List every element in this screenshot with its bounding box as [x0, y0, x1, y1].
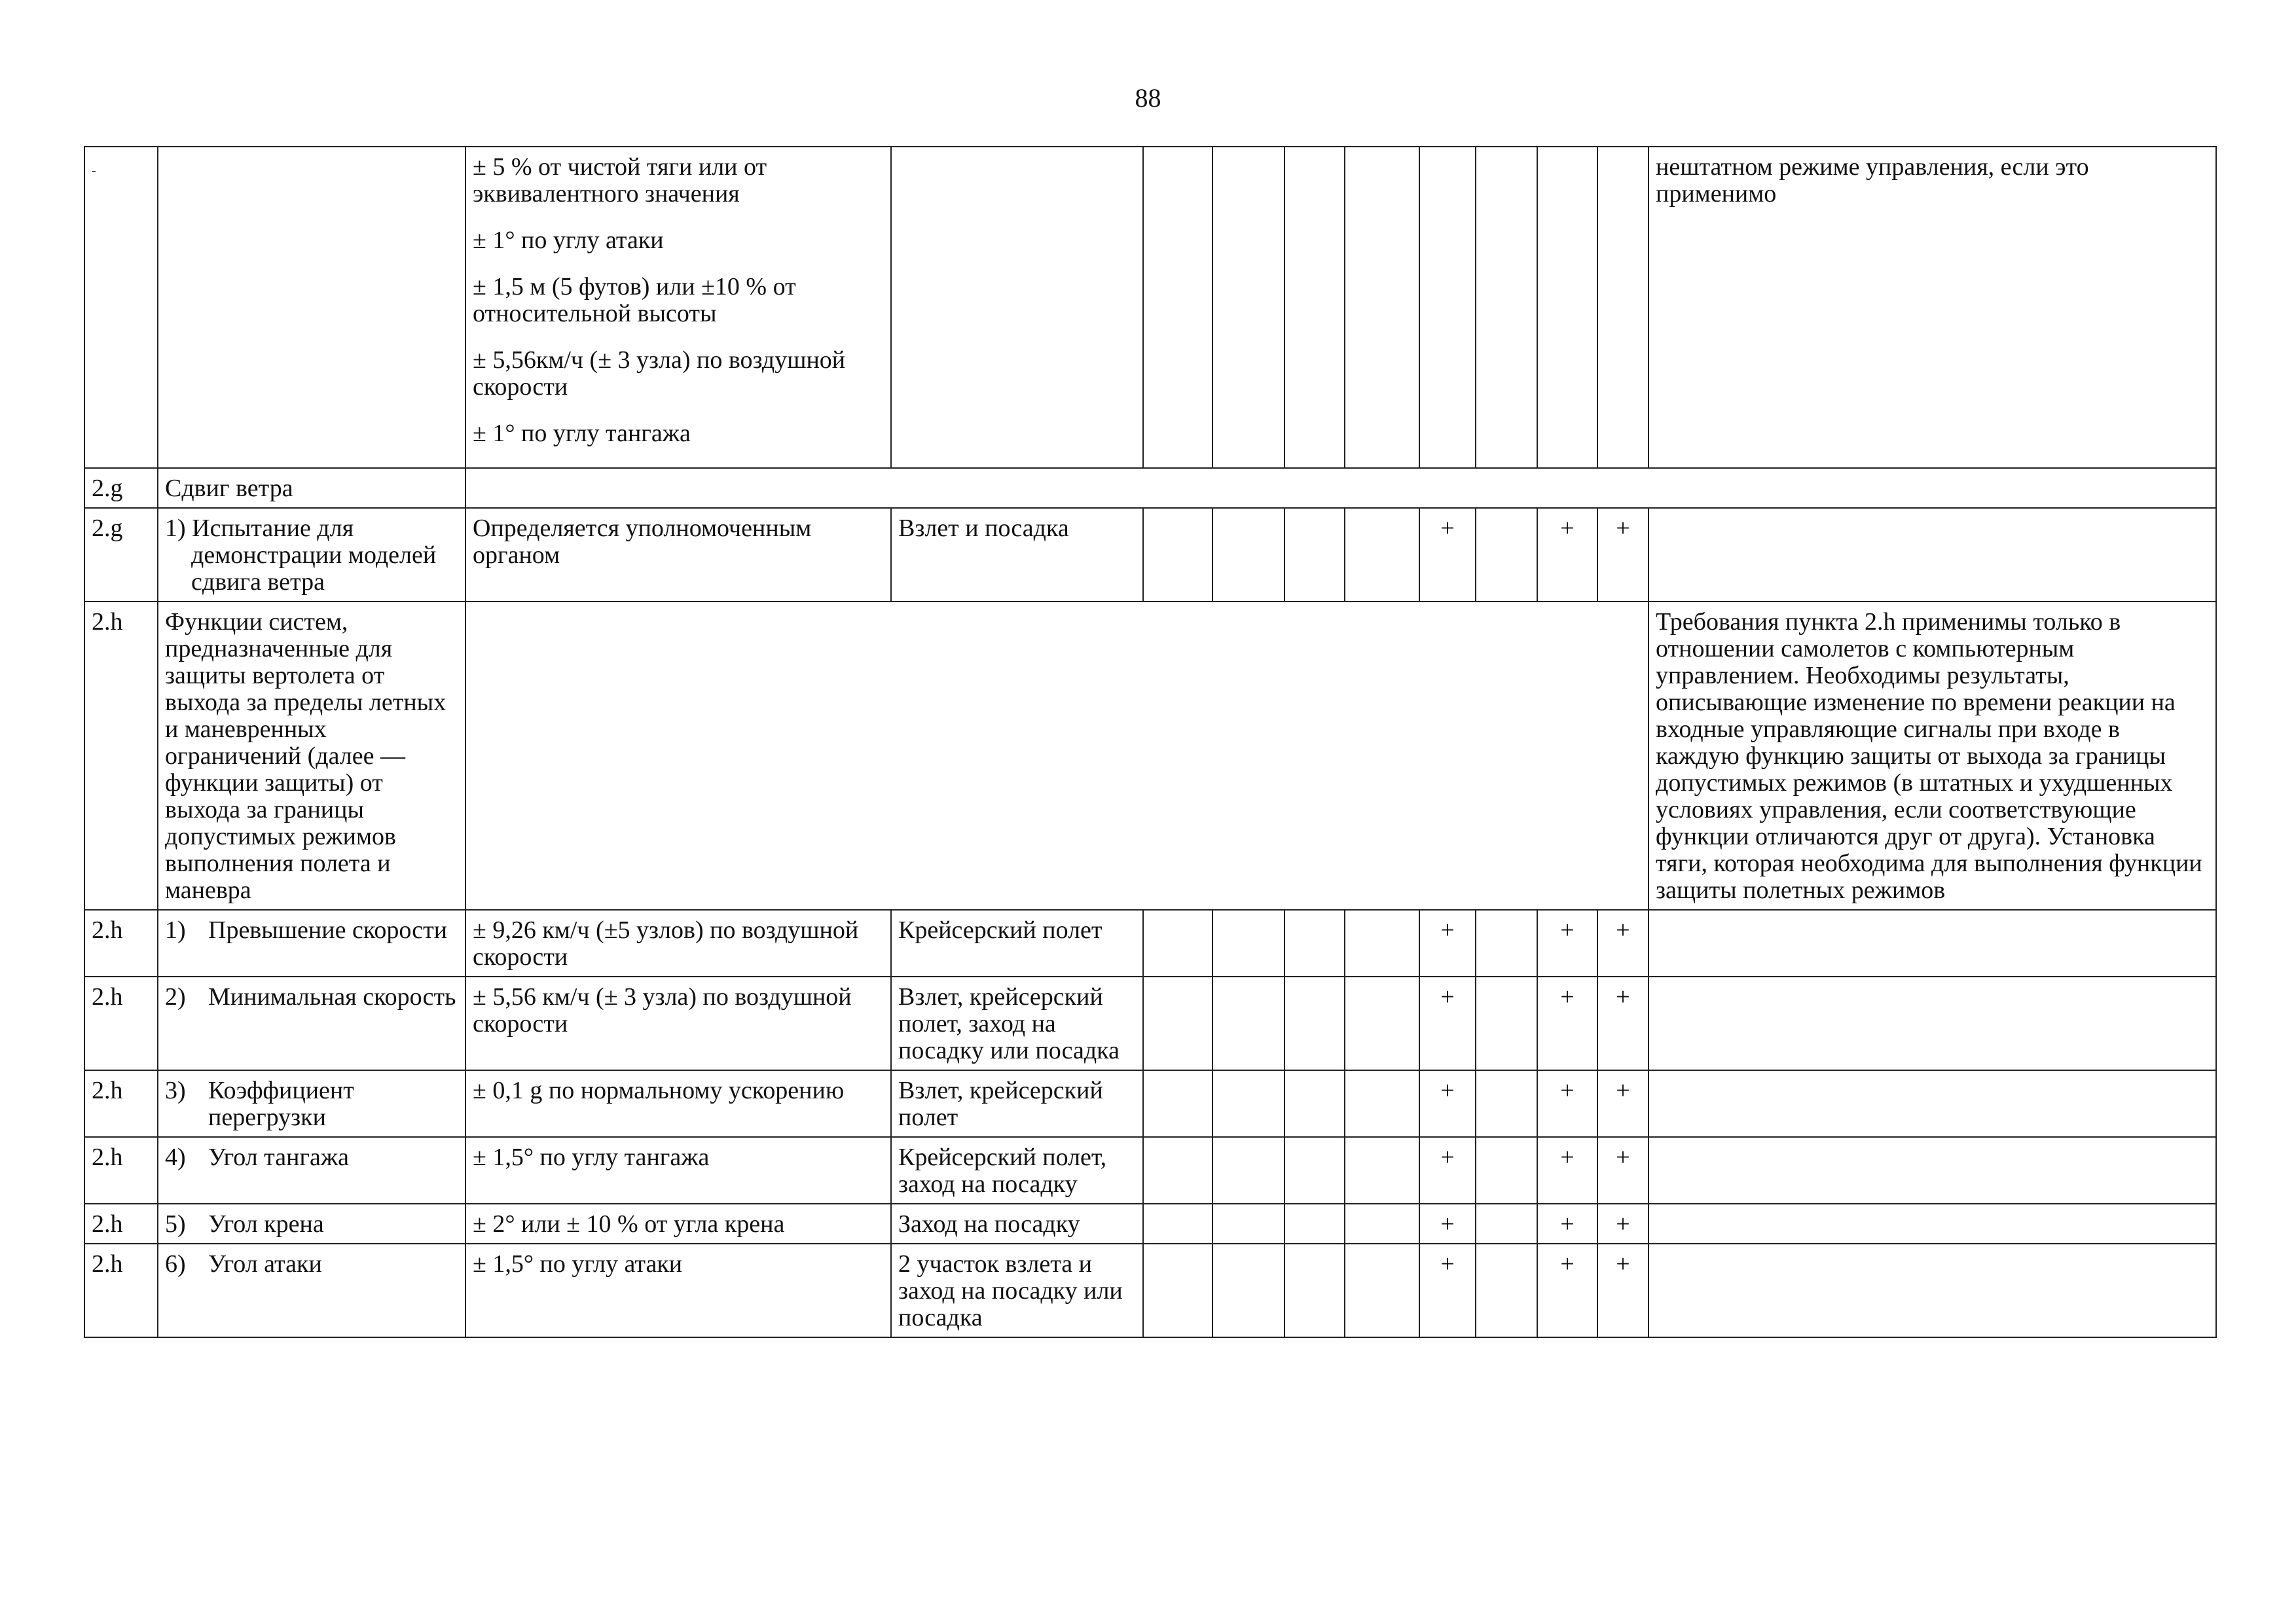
tolerance-cell: ± 9,26 км/ч (±5 узлов) по воздушной скорости — [465, 910, 891, 977]
mark-cell — [1285, 1204, 1345, 1244]
conditions-cell: Заход на посадку — [891, 1204, 1143, 1244]
test-number: 1) — [165, 916, 186, 944]
table-body — [84, 147, 2216, 1337]
test-name-wrap — [165, 1144, 458, 1171]
mark-cell — [1143, 1244, 1212, 1337]
table-row — [84, 1137, 2216, 1204]
row-code: 2.g — [84, 468, 158, 508]
test-name-text: Коэффициент перегрузки — [208, 1077, 354, 1131]
mark-cell — [1345, 1137, 1419, 1204]
row-code: 2.h — [84, 910, 158, 977]
mark-cell — [1143, 1070, 1212, 1137]
note-cell — [1649, 508, 2216, 602]
note-cell — [1649, 1204, 2216, 1244]
mark-cell: + — [1537, 508, 1597, 602]
page-number: 88 — [1135, 83, 1161, 113]
mark-cell: + — [1597, 1244, 1649, 1337]
tolerance-line: ± 1° по углу атаки — [473, 226, 664, 254]
mark-cell: + — [1597, 910, 1649, 977]
mark-cell: + — [1419, 1070, 1476, 1137]
row-code: 2.h — [84, 1070, 158, 1137]
mark-cell: + — [1419, 1137, 1476, 1204]
row-code: 2.h — [84, 977, 158, 1070]
mark-cell — [1212, 508, 1285, 602]
row-code: 2.h — [84, 1244, 158, 1337]
mark-cell: + — [1537, 1070, 1597, 1137]
tolerance-line: ± 1° по углу тангажа — [473, 420, 691, 447]
row-code: 2.g — [84, 508, 158, 602]
mark-cell — [1476, 1070, 1537, 1137]
conditions-cell: Взлет, крейсерский полет — [891, 1070, 1143, 1137]
test-name — [158, 1137, 465, 1204]
row-code-text: - — [92, 164, 96, 178]
tolerance-line: ± 5,56км/ч (± 3 узла) по воздушной скорости — [473, 346, 846, 401]
empty-cell — [158, 147, 465, 468]
mark-cell — [1212, 1137, 1285, 1204]
requirements-table — [84, 146, 2217, 1338]
test-name-text: Угол крена — [208, 1210, 324, 1238]
tolerance-cell: ± 0,1 g по нормальному ускорению — [465, 1070, 891, 1137]
test-name-wrap — [165, 1077, 458, 1131]
empty-cell — [1285, 147, 1345, 468]
mark-cell — [1345, 910, 1419, 977]
conditions-cell: Крейсерский полет, заход на посадку — [891, 1137, 1143, 1204]
section-header-row — [84, 468, 2216, 508]
test-number: 4) — [165, 1144, 186, 1171]
empty-cell — [1345, 147, 1419, 468]
test-name-text: Превышение скорости — [208, 916, 448, 944]
test-name-text: 1) Испытание для демонстрации моделей сдвига ветра — [165, 514, 437, 596]
test-name — [158, 977, 465, 1070]
mark-cell — [1143, 910, 1212, 977]
tolerance-cell: ± 1,5° по углу атаки — [465, 1244, 891, 1337]
section-title: Функции систем, предназначенные для защиты вертолета от выхода за пределы летных и маневренных ограничений (далее — функции защиты) от выхода за границы допустимых режимов выполнения полета и маневра — [158, 602, 465, 910]
test-number: 2) — [165, 983, 186, 1011]
table-row — [84, 508, 2216, 602]
section-title: Сдвиг ветра — [158, 468, 465, 508]
test-name — [158, 910, 465, 977]
mark-cell — [1212, 977, 1285, 1070]
mark-cell: + — [1419, 977, 1476, 1070]
mark-cell — [1476, 1204, 1537, 1244]
mark-cell: + — [1537, 1204, 1597, 1244]
test-name-text: Угол атаки — [208, 1250, 322, 1278]
mark-cell — [1285, 1137, 1345, 1204]
conditions-cell: Крейсерский полет — [891, 910, 1143, 977]
mark-cell: + — [1537, 910, 1597, 977]
mark-cell: + — [1597, 1204, 1649, 1244]
empty-cell — [891, 147, 1143, 468]
row-code: 2.h — [84, 1137, 158, 1204]
mark-cell: + — [1419, 1204, 1476, 1244]
test-name-wrap — [165, 984, 458, 1011]
conditions-cell: 2 участок взлета и заход на посадку или посадка — [891, 1244, 1143, 1337]
mark-cell: + — [1537, 1244, 1597, 1337]
mark-cell — [1285, 977, 1345, 1070]
empty-cell — [1143, 147, 1212, 468]
test-name-wrap — [165, 1211, 458, 1238]
mark-cell — [1345, 508, 1419, 602]
mark-cell — [1285, 910, 1345, 977]
test-number: 6) — [165, 1250, 186, 1278]
row-code — [84, 147, 158, 468]
row-code: 2.h — [84, 602, 158, 910]
test-name-wrap — [165, 1251, 458, 1278]
empty-cell — [1537, 147, 1597, 468]
note-cell — [1649, 910, 2216, 977]
test-name-text: Угол тангажа — [208, 1144, 350, 1171]
mark-cell — [1143, 508, 1212, 602]
empty-cell — [1419, 147, 1476, 468]
mark-cell: + — [1419, 508, 1476, 602]
tolerance-line: ± 1,5 м (5 футов) или ±10 % от относительной высоты — [473, 273, 796, 327]
section-header-row — [84, 602, 2216, 910]
empty-cell — [1212, 147, 1285, 468]
tolerance-line: ± 5 % от чистой тяги или от эквивалентного значения — [473, 153, 767, 208]
mark-cell: + — [1597, 1137, 1649, 1204]
conditions-cell: Взлет и посадка — [891, 508, 1143, 602]
mark-cell — [1285, 1070, 1345, 1137]
mark-cell — [1476, 910, 1537, 977]
test-name — [158, 1244, 465, 1337]
empty-cell — [465, 468, 2216, 508]
test-name-text: Минимальная скорость — [208, 983, 456, 1011]
mark-cell: + — [1597, 508, 1649, 602]
test-number: 5) — [165, 1210, 186, 1238]
tolerance-cell: ± 1,5° по углу тангажа — [465, 1137, 891, 1204]
test-number: 3) — [165, 1077, 186, 1104]
mark-cell: + — [1537, 977, 1597, 1070]
mark-cell — [1143, 1204, 1212, 1244]
note-cell — [1649, 1244, 2216, 1337]
tolerance-cell — [465, 147, 891, 468]
mark-cell: + — [1419, 910, 1476, 977]
mark-cell — [1476, 1244, 1537, 1337]
mark-cell — [1345, 1204, 1419, 1244]
mark-cell — [1212, 1244, 1285, 1337]
mark-cell: + — [1597, 977, 1649, 1070]
conditions-cell: Взлет, крейсерский полет, заход на посадку или посадка — [891, 977, 1143, 1070]
mark-cell — [1285, 508, 1345, 602]
note-cell: Требования пункта 2.h применимы только в отношении самолетов с компьютерным управлением. Необходимы результаты, описывающие изменение по времени реакции на входные управляющие сигналы при входе в каждую функцию защиты от выхода за границы допустимых режимов (в штатных и ухудшенных условиях управления, если соответствующие функции отличаются друг от друга). Установка тяги, которая необходима для выполнения функции защиты полетных режимов — [1649, 602, 2216, 910]
table-row — [84, 147, 2216, 468]
mark-cell — [1345, 1244, 1419, 1337]
tolerance-cell: ± 5,56 км/ч (± 3 узла) по воздушной скорости — [465, 977, 891, 1070]
mark-cell — [1212, 1070, 1285, 1137]
mark-cell — [1143, 1137, 1212, 1204]
mark-cell: + — [1537, 1137, 1597, 1204]
note-cell — [1649, 1137, 2216, 1204]
tolerance-cell: ± 2° или ± 10 % от угла крена — [465, 1204, 891, 1244]
empty-cell — [465, 602, 1649, 910]
table-row — [84, 1070, 2216, 1137]
test-name — [158, 1070, 465, 1137]
test-name-wrap — [165, 917, 458, 944]
mark-cell — [1476, 1137, 1537, 1204]
mark-cell: + — [1419, 1244, 1476, 1337]
note-cell: нештатном режиме управления, если это применимо — [1649, 147, 2216, 468]
empty-cell — [1597, 147, 1649, 468]
mark-cell — [1345, 1070, 1419, 1137]
note-cell — [1649, 1070, 2216, 1137]
note-cell — [1649, 977, 2216, 1070]
mark-cell — [1143, 977, 1212, 1070]
mark-cell — [1476, 977, 1537, 1070]
mark-cell — [1345, 977, 1419, 1070]
table-row — [84, 910, 2216, 977]
mark-cell: + — [1597, 1070, 1649, 1137]
tolerance-cell: Определяется уполномоченным органом — [465, 508, 891, 602]
row-code: 2.h — [84, 1204, 158, 1244]
mark-cell — [1212, 1204, 1285, 1244]
mark-cell — [1476, 508, 1537, 602]
mark-cell — [1285, 1244, 1345, 1337]
empty-cell — [1476, 147, 1537, 468]
test-name — [158, 1204, 465, 1244]
table-row — [84, 1204, 2216, 1244]
table-row — [84, 977, 2216, 1070]
test-name — [158, 508, 465, 602]
mark-cell — [1212, 910, 1285, 977]
table-row — [84, 1244, 2216, 1337]
